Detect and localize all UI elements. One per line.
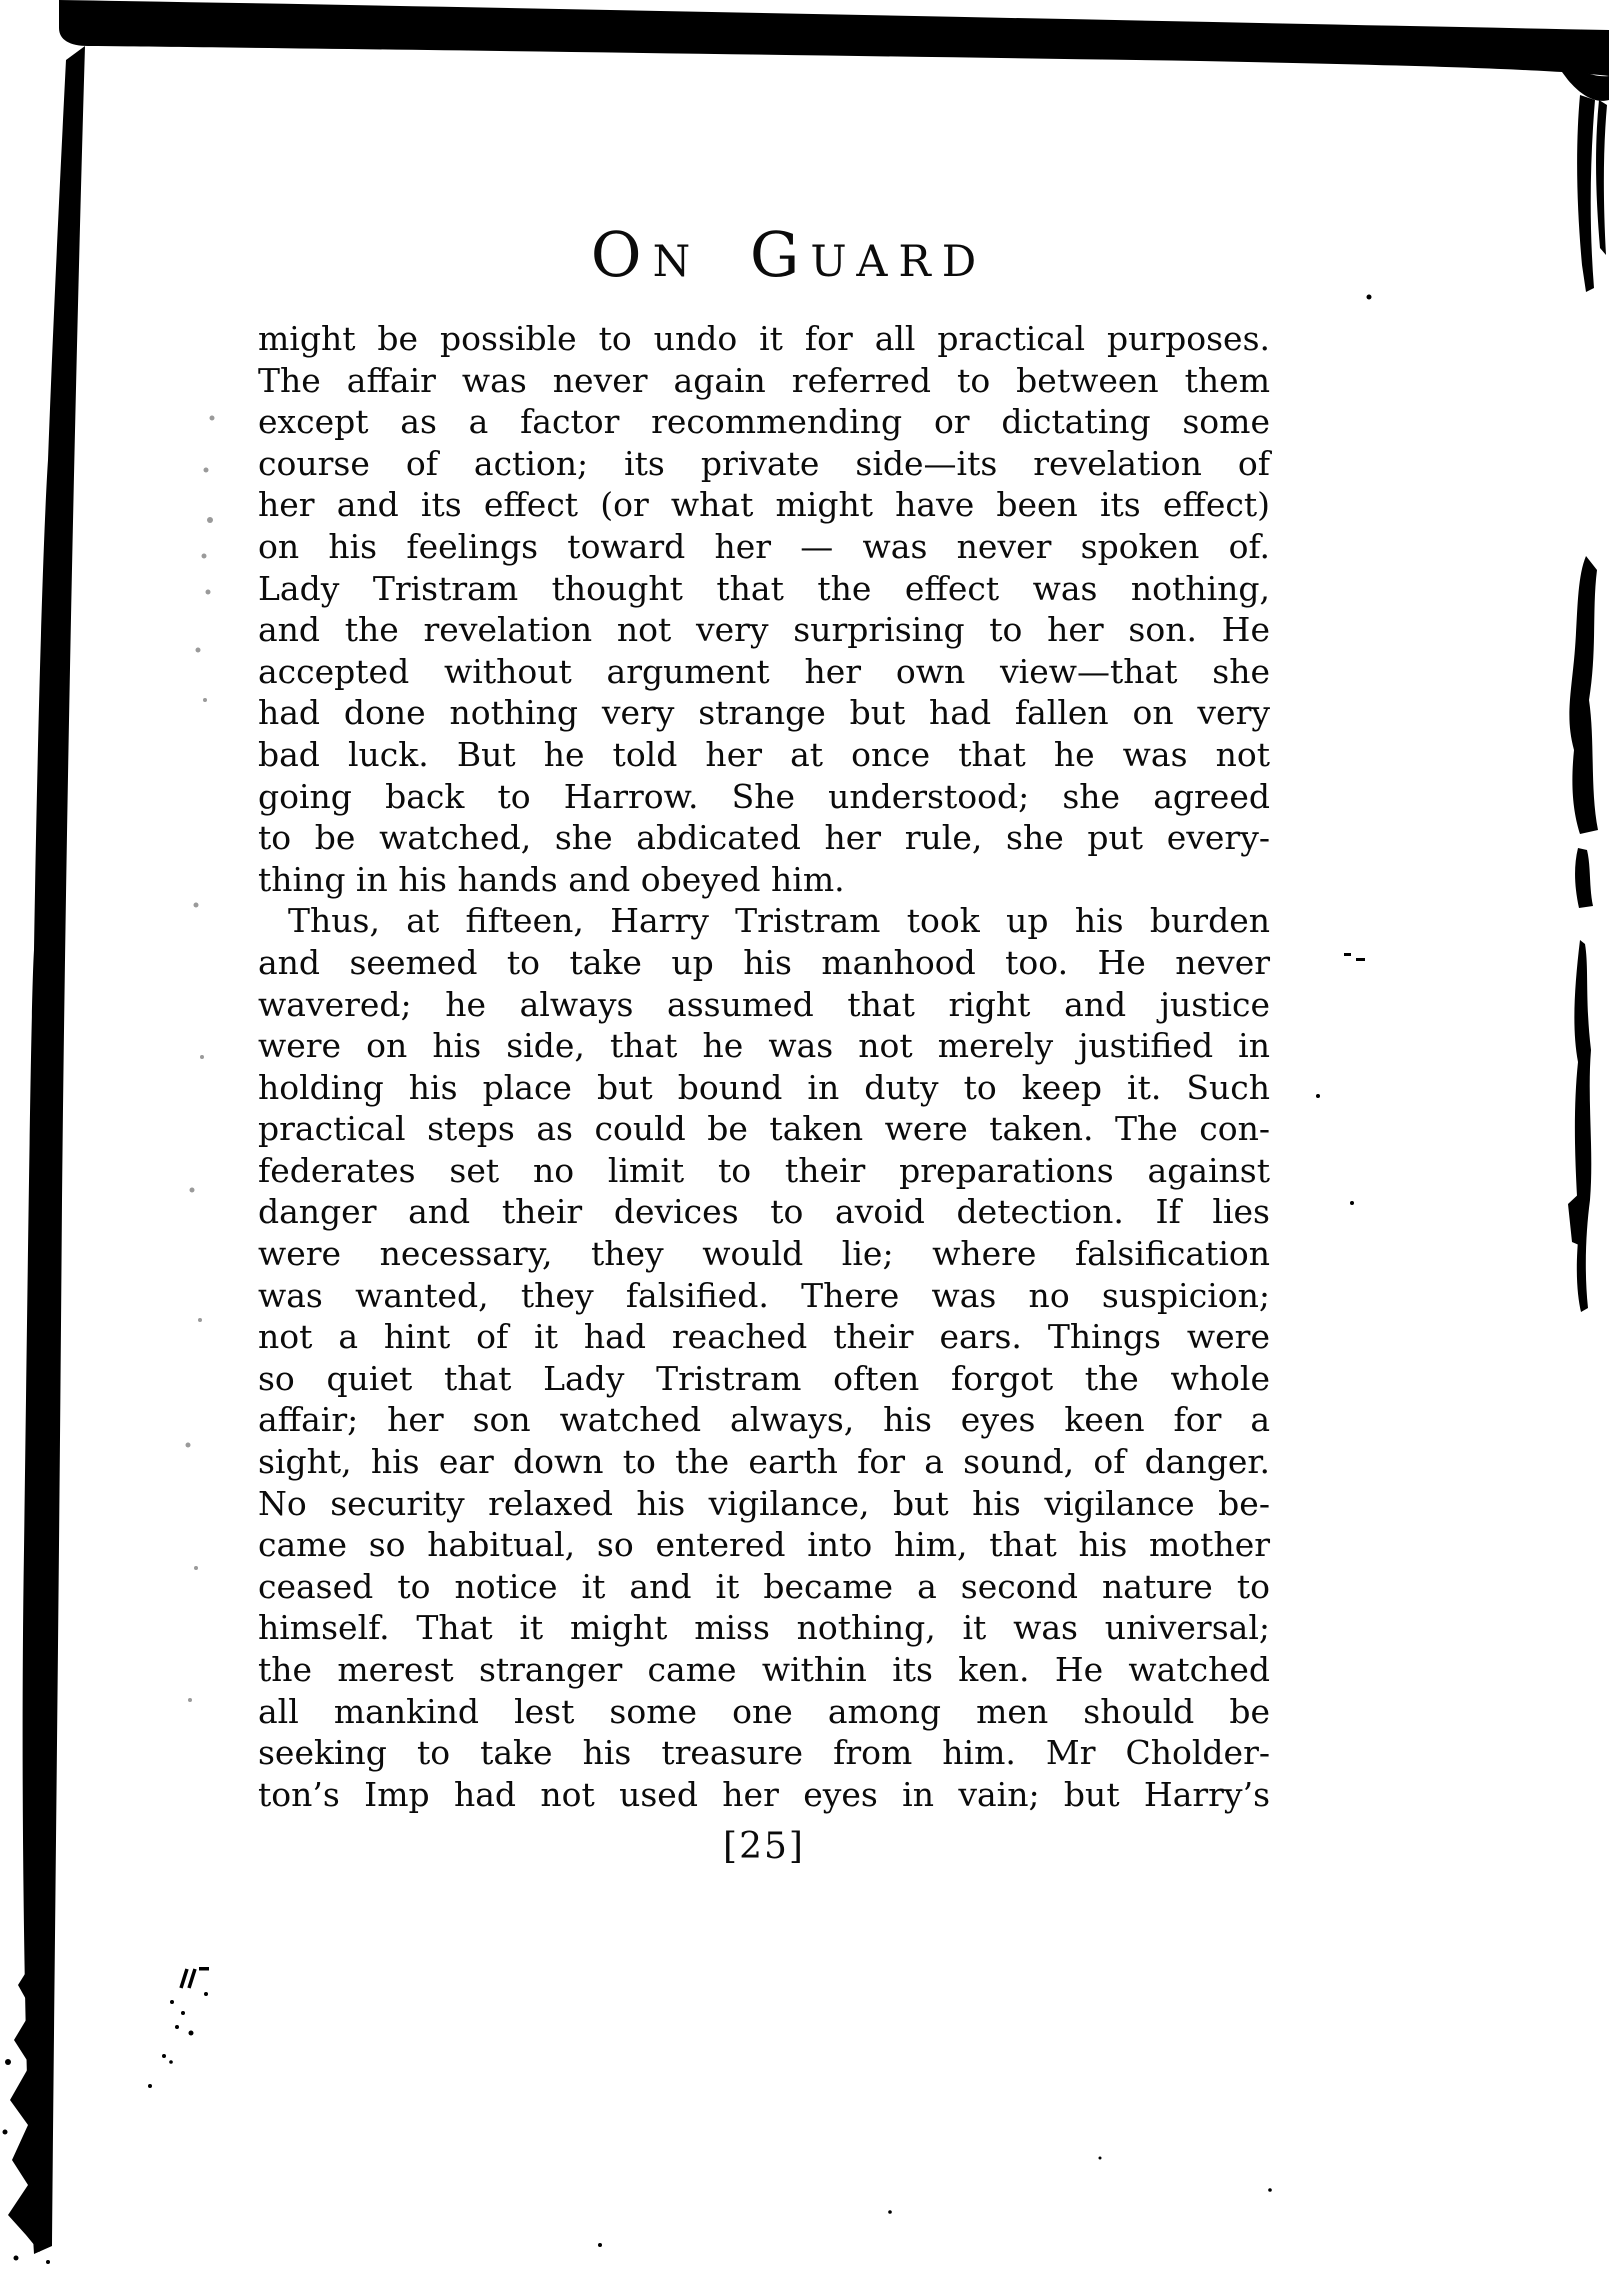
text-line: was wanted, they falsified. There was no suspicion;: [258, 1275, 1270, 1315]
text-line: were on his side, that he was not merely justified in: [258, 1026, 1270, 1066]
scan-speck: [1316, 1094, 1320, 1098]
scan-speck: [5, 2059, 11, 2065]
text-line: all mankind lest some one among men should be: [258, 1691, 1270, 1731]
text-line: wavered; he always assumed that right and justice: [258, 984, 1270, 1024]
text-line: seeking to take his treasure from him. Mr Cholder-: [258, 1733, 1270, 1773]
text-line: course of action; its private side—its revelation of: [258, 443, 1270, 483]
scan-artifact-corner-blob: [1556, 64, 1609, 101]
scan-artifact-edge-streak: [1596, 100, 1607, 255]
text-line: No security relaxed his vigilance, but his vigilance be-: [258, 1483, 1270, 1523]
scan-artifact-top-band: [59, 0, 1609, 76]
scan-speck: [1268, 2188, 1272, 2192]
scan-artifact-right-blob: [1569, 556, 1598, 834]
text-line: sight, his ear down to the earth for a sound, of danger.: [258, 1442, 1270, 1482]
text-line: himself. That it might miss nothing, it was universal;: [258, 1608, 1270, 1648]
text-line: ceased to notice it and it became a second nature to: [258, 1566, 1270, 1606]
text-line: going back to Harrow. She understood; she agreed: [258, 776, 1270, 816]
text-line: to be watched, she abdicated her rule, she put every-: [258, 818, 1270, 858]
scan-speck: [14, 2256, 19, 2261]
text-line: on his feelings toward her — was never spoken of.: [258, 526, 1270, 566]
scan-mark-slashes: [181, 1969, 195, 1988]
page-body-text: [258, 318, 1270, 1815]
text-line: bad luck. But he told her at once that he was not: [258, 734, 1270, 774]
text-line: The affair was never again referred to between them: [258, 360, 1270, 400]
scan-artifact-left-fringe: [8, 1950, 40, 2252]
scan-speck: [148, 2084, 152, 2088]
scan-artifact-right-bulge: [1568, 1190, 1586, 1248]
scan-speck: [170, 2000, 174, 2004]
scan-speck: [204, 1992, 208, 1996]
text-line: accepted without argument her own view—that she: [258, 651, 1270, 691]
scan-mark-dash: [1344, 953, 1351, 956]
text-line: might be possible to undo it for all practical purposes.: [258, 319, 1270, 358]
text-line: federates set no limit to their preparations against: [258, 1150, 1270, 1190]
text-line: came so habitual, so entered into him, that his mother: [258, 1525, 1270, 1565]
text-line: practical steps as could be taken were taken. The con-: [258, 1109, 1270, 1149]
scan-speck: [1367, 295, 1372, 300]
text-line-paragraph-start: Thus, at fifteen, Harry Tristram took up his burden: [288, 901, 1270, 941]
scan-artifact-right-streak: [1574, 940, 1591, 1312]
text-line: and the revelation not very surprising to her son. He: [258, 610, 1270, 650]
text-line: affair; her son watched always, his eyes keen for a: [258, 1400, 1270, 1440]
scan-faint-specks: [186, 416, 215, 1703]
text-line: ton’s Imp had not used her eyes in vain; but Harry’s: [258, 1774, 1270, 1814]
text-line: holding his place but bound in duty to keep it. Such: [258, 1067, 1270, 1107]
scan-speck: [888, 2210, 892, 2214]
text-line: not a hint of it had reached their ears. Things were: [258, 1317, 1270, 1357]
scan-speck: [598, 2243, 602, 2247]
text-line-paragraph-end: thing in his hands and obeyed him.: [258, 859, 845, 899]
scan-artifact-right-blob: [1575, 848, 1593, 908]
text-line: had done nothing very strange but had fallen on very: [258, 693, 1270, 733]
scan-speck: [175, 2025, 179, 2029]
page-header-title: On Guard: [590, 218, 988, 291]
scan-mark-dash: [199, 1967, 209, 1971]
scan-speck: [3, 2130, 8, 2135]
scan-speck: [1350, 1201, 1354, 1205]
scan-speck: [189, 2031, 194, 2036]
text-line: were necessary, they would lie; where falsification: [258, 1234, 1270, 1274]
text-line: and seemed to take up his manhood too. He never: [258, 942, 1270, 982]
scan-artifact-edge-streak: [1577, 95, 1595, 292]
scan-speck: [162, 2054, 166, 2058]
page-number: [25]: [723, 1826, 805, 1867]
scan-speck: [1099, 2157, 1102, 2160]
scan-mark-dash: [1356, 958, 1365, 961]
text-line: the merest stranger came within its ken. He watched: [258, 1650, 1270, 1689]
text-line: except as a factor recommending or dictating some: [258, 402, 1270, 442]
scan-speck: [169, 2060, 173, 2064]
scan-artifact-left-gutter-bar: [23, 46, 85, 2254]
text-line: so quiet that Lady Tristram often forgot the whole: [258, 1358, 1270, 1398]
scan-speck: [46, 2260, 50, 2264]
scan-speck: [181, 2011, 185, 2015]
text-line: her and its effect (or what might have been its effect): [258, 485, 1270, 525]
text-line: danger and their devices to avoid detection. If lies: [258, 1192, 1270, 1232]
text-line: Lady Tristram thought that the effect was nothing,: [258, 568, 1270, 608]
